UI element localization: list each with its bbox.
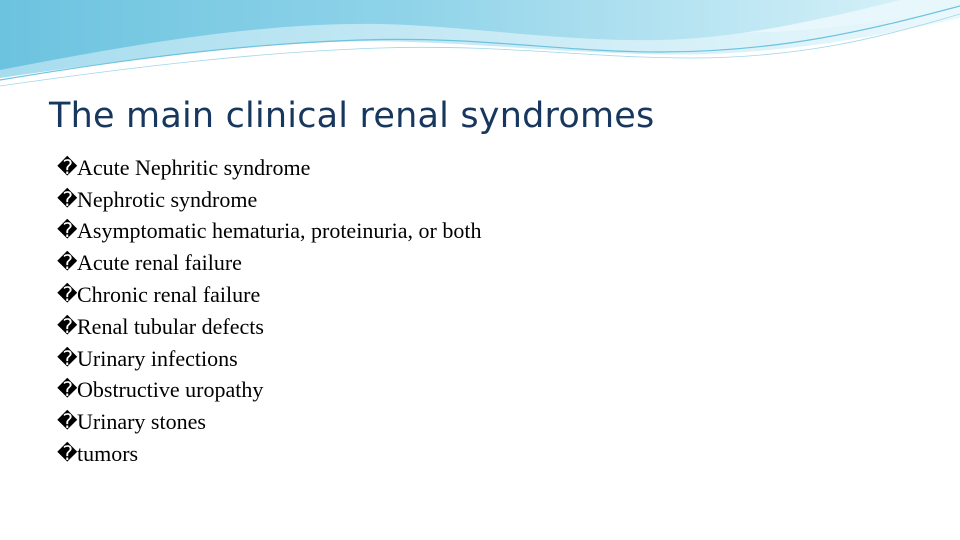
- bullet-icon: �: [57, 411, 78, 434]
- list-item: [57, 375, 481, 407]
- list-item-text: Renal tubular defects: [77, 313, 264, 339]
- bullet-icon: �: [57, 443, 78, 466]
- list-item: [57, 152, 481, 184]
- bullet-icon: �: [57, 284, 78, 307]
- list-item: [57, 247, 481, 279]
- slide-title: The main clinical renal syndromes: [49, 96, 655, 136]
- list-item-text: Urinary stones: [77, 409, 206, 435]
- bullet-icon: �: [57, 188, 78, 211]
- bullet-icon: �: [57, 252, 78, 275]
- list-item: [57, 311, 481, 343]
- decorative-wave-header: [0, 0, 960, 95]
- list-item: [57, 406, 481, 438]
- bullet-icon: �: [57, 379, 78, 402]
- list-item: [57, 279, 481, 311]
- list-item-text: Asymptomatic hematuria, proteinuria, or both: [77, 218, 482, 244]
- syndrome-list: [57, 152, 481, 470]
- list-item-text: Acute renal failure: [77, 250, 242, 276]
- bullet-icon: �: [57, 156, 78, 179]
- list-item: [57, 184, 481, 216]
- list-item-text: Urinary infections: [77, 345, 238, 371]
- list-item: [57, 343, 481, 375]
- list-item-text: Chronic renal failure: [77, 282, 261, 308]
- list-item-text: Nephrotic syndrome: [77, 186, 258, 212]
- bullet-icon: �: [57, 347, 78, 370]
- list-item: [57, 216, 481, 248]
- list-item-text: Obstructive uropathy: [77, 377, 264, 403]
- list-item: [57, 438, 481, 470]
- bullet-icon: �: [57, 315, 78, 338]
- list-item-text: Acute Nephritic syndrome: [77, 154, 311, 180]
- bullet-icon: �: [57, 220, 78, 243]
- list-item-text: tumors: [77, 441, 139, 467]
